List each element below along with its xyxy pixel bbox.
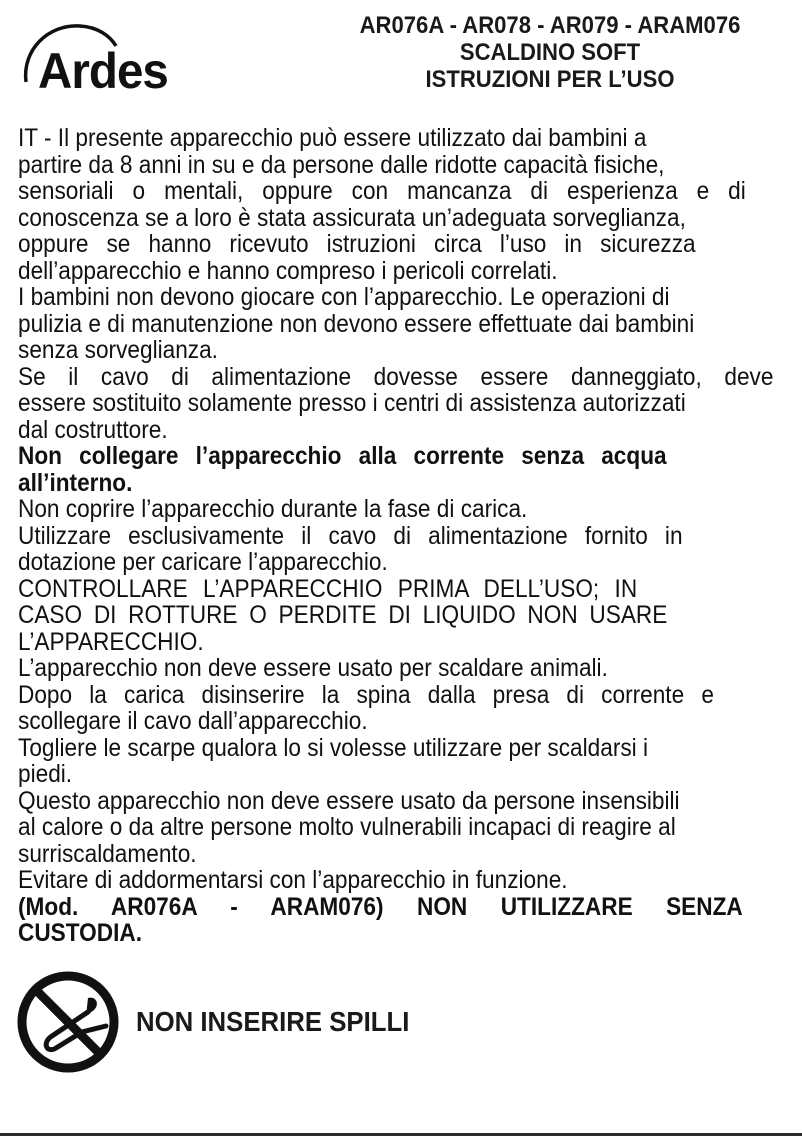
model-numbers: AR076A - AR078 - AR079 - ARAM076 bbox=[359, 12, 741, 39]
product-name: SCALDINO SOFT bbox=[459, 39, 641, 66]
text-line: dell’apparecchio e hanno compreso i pericoli correlati. bbox=[18, 256, 558, 285]
text-line: dal costruttore. bbox=[18, 415, 168, 444]
document-header bbox=[300, 12, 800, 93]
text-line: dotazione per caricare l’apparecchio. bbox=[18, 548, 388, 576]
text-line: CONTROLLARE L’APPARECCHIO PRIMA DELL’USO; IN bbox=[18, 574, 638, 603]
text-line: surriscaldamento. bbox=[18, 839, 197, 868]
no-safety-pin-icon bbox=[16, 970, 122, 1076]
text-line: I bambini non devono giocare con l’apparecchio. Le operazioni di bbox=[18, 283, 670, 311]
text-line: oppure se hanno ricevuto istruzioni circa l’uso in sicurezza bbox=[18, 230, 696, 258]
text-line: sensoriali o mentali, oppure con mancanza di esperienza e di bbox=[18, 177, 746, 205]
bold-warning-line: CUSTODIA. bbox=[18, 919, 143, 947]
text-line: Questo apparecchio non deve essere usato da persone insensibili bbox=[18, 786, 680, 815]
text-line: partire da 8 anni in su e da persone dalle ridotte capacità fisiche, bbox=[18, 150, 665, 179]
text-line: Non coprire l’apparecchio durante la fase di carica. bbox=[18, 495, 528, 523]
text-line: scollegare il cavo dall’apparecchio. bbox=[18, 707, 368, 735]
text-line: conoscenza se a loro è stata assicurata un’adeguata sorveglianza, bbox=[18, 203, 686, 232]
text-line: CASO DI ROTTURE O PERDITE DI LIQUIDO NON USARE bbox=[18, 601, 668, 629]
text-line: Evitare di addormentarsi con l’apparecchio in funzione. bbox=[18, 866, 568, 894]
text-line: Togliere le scarpe qualora lo si volesse utilizzare per scaldarsi i bbox=[18, 733, 649, 762]
text-line: piedi. bbox=[18, 760, 73, 788]
text-line: senza sorveglianza. bbox=[18, 336, 218, 364]
text-line: essere sostituito solamente presso i centri di assistenza autorizzati bbox=[18, 389, 686, 417]
safety-instructions bbox=[18, 125, 802, 947]
logo-text: Ardes bbox=[38, 43, 168, 99]
text-line: Utilizzare esclusivamente il cavo di alimentazione fornito in bbox=[18, 521, 683, 550]
text-line: pulizia e di manutenzione non devono essere effettuate dai bambini bbox=[18, 309, 695, 338]
text-line: Se il cavo di alimentazione dovesse essere danneggiato, deve bbox=[18, 362, 774, 391]
bold-warning-line: (Mod. AR076A - ARAM076) NON UTILIZZARE SENZA bbox=[18, 892, 743, 921]
ardes-logo bbox=[18, 20, 198, 99]
bold-warning-line: all’interno. bbox=[18, 468, 133, 497]
text-line: L’apparecchio non deve essere usato per scaldare animali. bbox=[18, 654, 608, 682]
warning-label: NON INSERIRE SPILLI bbox=[136, 1006, 410, 1037]
text-line: Dopo la carica disinserire la spina dalla presa di corrente e bbox=[18, 680, 714, 709]
document-title: ISTRUZIONI PER L’USO bbox=[425, 66, 675, 93]
text-line: L’APPARECCHIO. bbox=[18, 627, 204, 656]
no-pins-warning bbox=[16, 970, 486, 1080]
bold-warning-line: Non collegare l’apparecchio alla corrente senza acqua bbox=[18, 442, 667, 470]
text-line: al calore o da altre persone molto vulnerabili incapaci di reagire al bbox=[18, 813, 676, 841]
text-line: IT - Il presente apparecchio può essere utilizzato dai bambini a bbox=[18, 124, 647, 152]
